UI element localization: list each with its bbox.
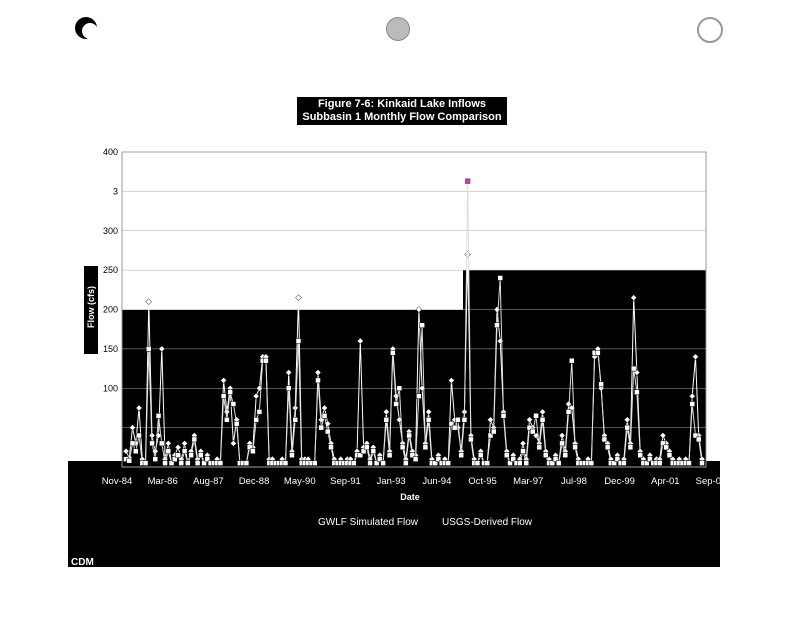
usgs-point (423, 445, 428, 450)
usgs-point (686, 461, 691, 466)
x-tick-label: Dec-88 (238, 476, 270, 487)
usgs-point (602, 437, 607, 442)
usgs-point (397, 386, 402, 391)
usgs-point (293, 417, 298, 422)
x-tick-label: Jul-98 (560, 476, 587, 487)
y-axis-label-box (84, 266, 98, 354)
usgs-point (416, 394, 421, 399)
usgs-point (221, 394, 226, 399)
usgs-point (595, 350, 600, 355)
usgs-point (127, 458, 132, 463)
legend-item-usgs: USGS-Derived Flow (442, 517, 533, 528)
usgs-point (563, 453, 568, 458)
usgs-point (599, 382, 604, 387)
usgs-point (517, 461, 522, 466)
usgs-point (569, 358, 574, 363)
gwlf-point (465, 251, 471, 257)
y-tick-label: 200 (102, 304, 118, 315)
usgs-point (452, 425, 457, 430)
y-tick-label: 250 (102, 265, 118, 276)
usgs-point (628, 445, 633, 450)
usgs-point (257, 409, 262, 414)
y-tick-label: 3 (112, 186, 118, 197)
usgs-point (543, 453, 548, 458)
usgs-point (521, 449, 526, 454)
usgs-point (163, 461, 168, 466)
usgs-point (368, 461, 373, 466)
x-tick-label: Oct-95 (468, 476, 497, 487)
usgs-point (621, 461, 626, 466)
usgs-point (176, 453, 181, 458)
usgs-point (475, 461, 480, 466)
x-tick-label: Jun-94 (422, 476, 452, 487)
usgs-point (491, 429, 496, 434)
x-tick-label: Apr-01 (651, 476, 680, 487)
x-tick-label: Sep-02 (695, 476, 727, 487)
usgs-point (501, 413, 506, 418)
gwlf-point (146, 299, 152, 305)
usgs-point (667, 453, 672, 458)
usgs-point (316, 378, 321, 383)
usgs-point (312, 461, 317, 466)
usgs-point (166, 449, 171, 454)
x-tick-label: Jan-93 (376, 476, 406, 487)
usgs-point (364, 445, 369, 450)
usgs-point (631, 366, 636, 371)
usgs-point (192, 437, 197, 442)
usgs-point (494, 323, 499, 328)
usgs-point (218, 461, 223, 466)
usgs-point (189, 453, 194, 458)
x-tick-label: Mar-97 (513, 476, 544, 487)
y-axis-label: Flow (cfs) (86, 286, 96, 328)
usgs-point (159, 441, 164, 446)
usgs-point (153, 457, 158, 462)
usgs-point (426, 417, 431, 422)
usgs-point (556, 461, 561, 466)
x-tick-label: May-90 (283, 476, 316, 487)
usgs-point (195, 461, 200, 466)
usgs-point (289, 453, 294, 458)
usgs-point (625, 425, 630, 430)
usgs-point (283, 461, 288, 466)
usgs-point (381, 461, 386, 466)
usgs-point (250, 449, 255, 454)
usgs-point (605, 445, 610, 450)
usgs-point (234, 421, 239, 426)
cdm-logo: CDM (71, 557, 94, 568)
usgs-point (351, 461, 356, 466)
usgs-point (407, 433, 412, 438)
usgs-point (420, 323, 425, 328)
usgs-point (696, 437, 701, 442)
usgs-point (133, 449, 138, 454)
usgs-point (403, 461, 408, 466)
usgs-point (446, 461, 451, 466)
x-tick-label: Nov-84 (101, 476, 133, 487)
usgs-point (534, 413, 539, 418)
usgs-point (664, 445, 669, 450)
usgs-point (459, 453, 464, 458)
usgs-point (690, 402, 695, 407)
x-tick-label: Mar-86 (147, 476, 178, 487)
background-block (463, 270, 706, 467)
usgs-point (329, 445, 334, 450)
gwlf-point (295, 295, 301, 301)
legend-item-gwlf: GWLF Simulated Flow (318, 517, 419, 528)
usgs-point (566, 409, 571, 414)
x-tick-label: Sep-91 (330, 476, 361, 487)
chart-title-line2: Subbasin 1 Monthly Flow Comparison (302, 111, 502, 123)
usgs-point (498, 276, 503, 281)
usgs-point (325, 429, 330, 434)
usgs-point (573, 445, 578, 450)
usgs-point (146, 346, 151, 351)
x-axis-title: Date (400, 492, 420, 502)
usgs-point (478, 453, 483, 458)
usgs-point (387, 453, 392, 458)
x-tick-label: Dec-99 (604, 476, 635, 487)
usgs-point (228, 390, 233, 395)
x-tick-label: Aug-87 (193, 476, 224, 487)
usgs-point (231, 402, 236, 407)
usgs-point (150, 441, 155, 446)
usgs-point (468, 437, 473, 442)
usgs-point (394, 402, 399, 407)
usgs-point (465, 179, 470, 184)
usgs-point (296, 339, 301, 344)
y-tick-label: 150 (102, 343, 118, 354)
usgs-point (384, 417, 389, 422)
usgs-point (185, 461, 190, 466)
usgs-point (413, 457, 418, 462)
usgs-point (700, 461, 705, 466)
usgs-point (179, 461, 184, 466)
usgs-point (263, 358, 268, 363)
usgs-point (182, 449, 187, 454)
usgs-point (462, 417, 467, 422)
usgs-point (400, 445, 405, 450)
y-tick-label: 300 (102, 225, 118, 236)
usgs-point (286, 386, 291, 391)
usgs-point (254, 417, 259, 422)
usgs-point (244, 461, 249, 466)
usgs-point (319, 425, 324, 430)
usgs-point (390, 350, 395, 355)
usgs-point (322, 413, 327, 418)
usgs-point (130, 441, 135, 446)
usgs-point (224, 417, 229, 422)
usgs-point (540, 417, 545, 422)
usgs-point (638, 453, 643, 458)
y-tick-label: 400 (102, 147, 118, 157)
chart-title-line1: Figure 7-6: Kinkaid Lake Inflows (317, 98, 487, 110)
usgs-point (657, 461, 662, 466)
usgs-point (537, 445, 542, 450)
usgs-point (530, 429, 535, 434)
usgs-point (485, 461, 490, 466)
usgs-point (504, 453, 509, 458)
usgs-point (198, 453, 203, 458)
usgs-point (560, 441, 565, 446)
usgs-point (589, 461, 594, 466)
usgs-point (371, 449, 376, 454)
y-tick-label: 0 (112, 462, 118, 472)
usgs-point (156, 413, 161, 418)
usgs-point (524, 461, 529, 466)
usgs-point (137, 433, 142, 438)
usgs-point (455, 417, 460, 422)
y-tick-label: 100 (102, 383, 118, 394)
usgs-point (634, 390, 639, 395)
usgs-point (143, 461, 148, 466)
